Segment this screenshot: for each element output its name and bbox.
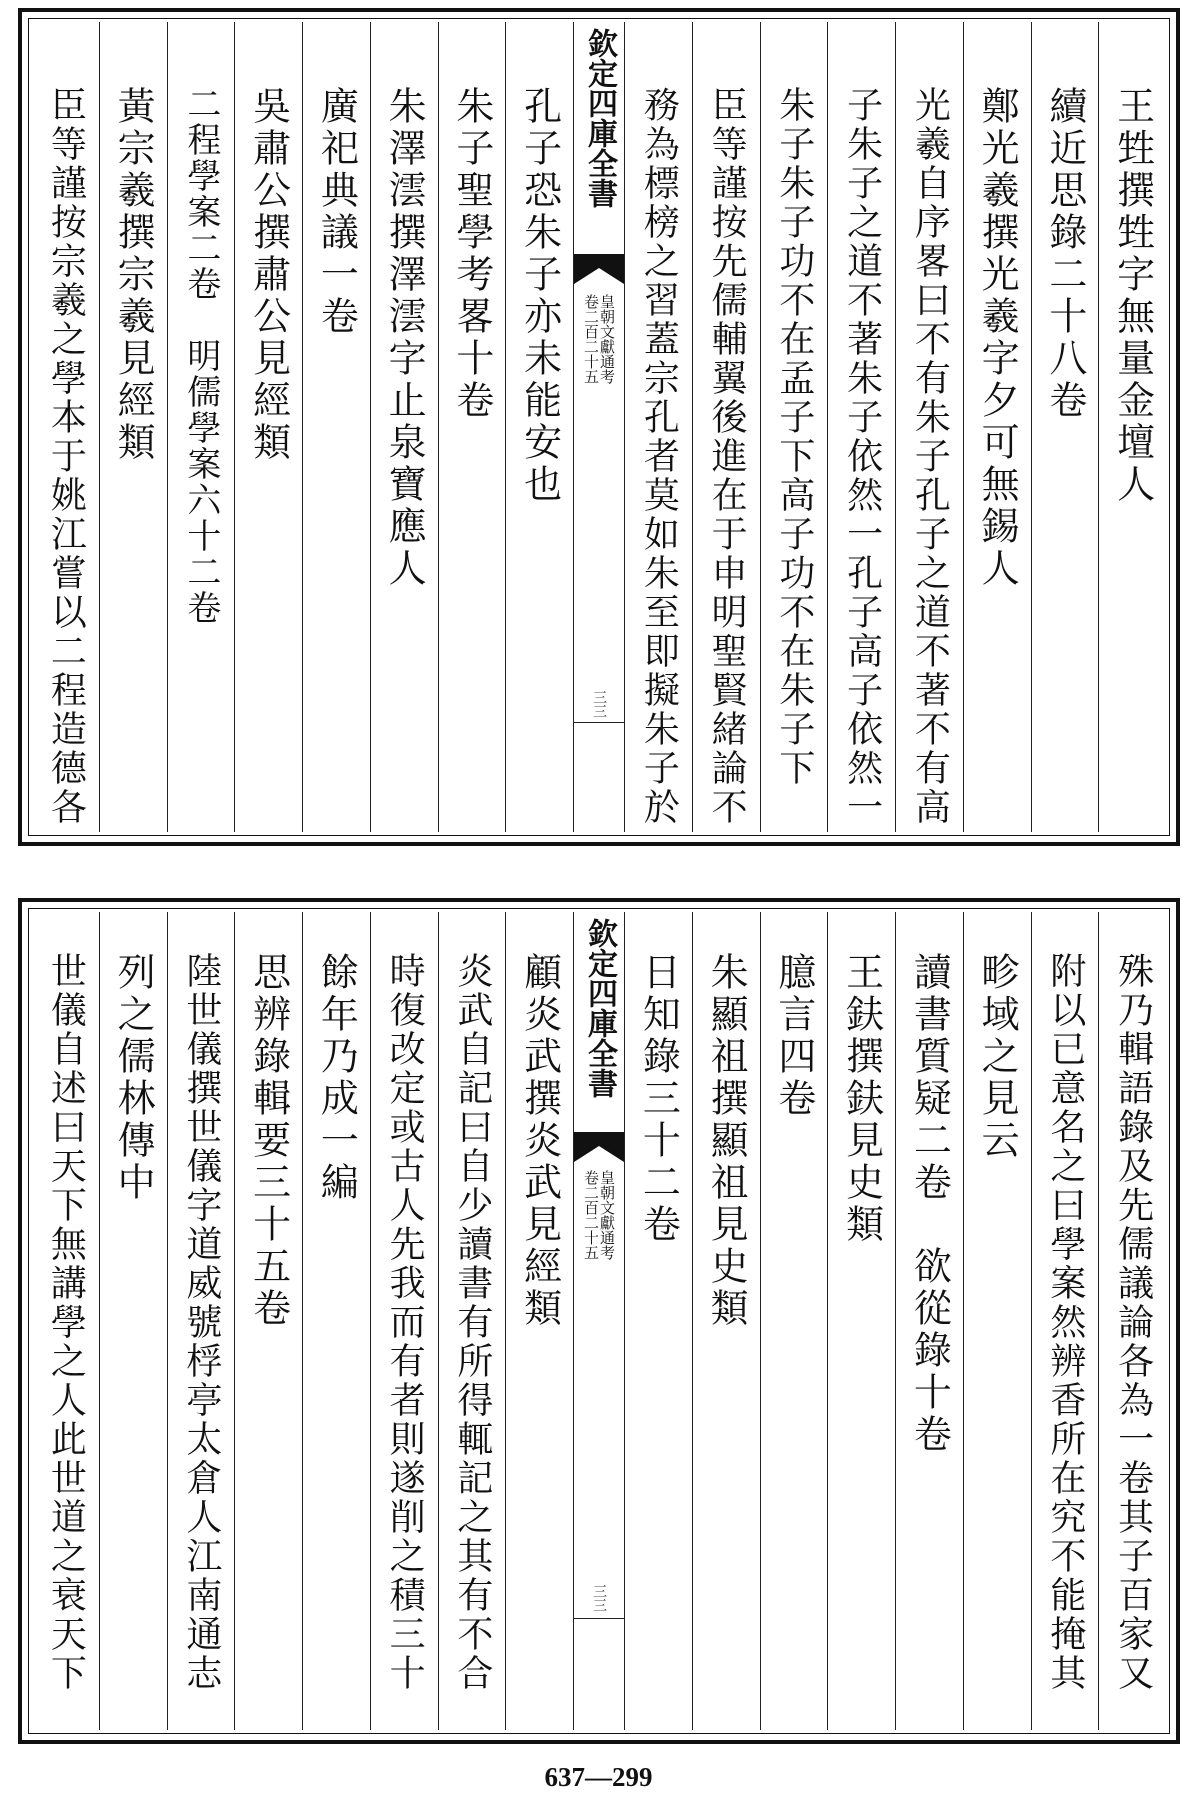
column-text: 臣等謹按宗羲之學本于姚江嘗以二程造德各: [45, 86, 87, 827]
column-text: 續近思錄二十八卷: [1042, 86, 1087, 422]
lower-page-columns: [32, 912, 1166, 1730]
column-text: 黃宗羲撰宗羲見經類: [111, 86, 156, 464]
column-text: 光羲自序畧曰不有朱子孔子之道不著不有高: [909, 86, 951, 827]
book-subtitle: 皇朝文獻通考: [598, 294, 616, 384]
text-column: [505, 912, 573, 1730]
column-text: 王甡撰甡字無量金壇人: [1110, 86, 1155, 506]
text-column: [827, 912, 895, 1730]
column-text: 王鈇撰鈇見史類: [839, 952, 884, 1246]
column-text: 世儀自述曰天下無講學之人此世道之衰天下: [45, 952, 87, 1693]
column-text: 朱子朱子功不在孟子下高子功不在朱子下: [773, 86, 815, 788]
text-column: [438, 912, 506, 1730]
text-column: [1031, 22, 1099, 832]
gutter-rule: [574, 722, 624, 723]
text-column: [895, 912, 963, 1730]
book-title: 欽定四庫全書: [582, 918, 617, 1098]
book-title: 欽定四庫全書: [582, 28, 617, 208]
text-column: [167, 22, 235, 832]
center-gutter: [573, 22, 624, 832]
column-text: 務為標榜之習蓋宗孔者莫如朱至即擬朱子於: [638, 86, 680, 827]
folio-number: 三三: [591, 1584, 607, 1612]
column-text: 孔子恐朱子亦未能安也: [517, 86, 562, 506]
text-column: [624, 22, 692, 832]
column-text: 臆言四卷: [771, 952, 816, 1120]
column-text: 朱澤澐撰澤澐字止泉寶應人: [382, 86, 427, 590]
text-column: [895, 22, 963, 832]
column-text: 炎武自記曰自少讀書有所得輒記之其有不合: [451, 952, 493, 1693]
upper-page-columns: [32, 22, 1166, 832]
center-gutter: [573, 912, 624, 1730]
text-column: [692, 912, 760, 1730]
fish-tail-mark-icon: [574, 1132, 624, 1162]
column-text: 廣祀典議一卷: [314, 86, 359, 338]
text-column: [234, 22, 302, 832]
text-column: [692, 22, 760, 832]
volume-number: 卷二百二十五: [582, 1170, 600, 1260]
column-text: 思辨錄輯要三十五卷: [246, 952, 291, 1330]
column-text: 鄭光羲撰光羲字夕可無錫人: [975, 86, 1020, 590]
text-column: [963, 22, 1031, 832]
column-text: 朱子聖學考畧十卷: [449, 86, 494, 422]
text-column: [1098, 22, 1166, 832]
text-column: [624, 912, 692, 1730]
column-text: 時復改定或古人先我而有者則遂削之積三十: [384, 952, 426, 1693]
column-text: 附以已意名之曰學案然辨香所在究不能掩其: [1044, 952, 1086, 1693]
text-column: [438, 22, 506, 832]
volume-number: 卷二百二十五: [582, 294, 600, 384]
text-column: [1098, 912, 1166, 1730]
text-column: [32, 912, 99, 1730]
column-text: 餘年乃成一編: [314, 952, 359, 1204]
column-text: 顧炎武撰炎武見經類: [517, 952, 562, 1330]
column-text: 吳肅公撰肅公見經類: [246, 86, 291, 464]
fish-tail-mark-icon: [574, 254, 624, 284]
text-column: [370, 912, 438, 1730]
text-column: [99, 22, 167, 832]
column-text: 二程學案二卷 明儒學案六十二卷: [180, 86, 221, 626]
text-column: [760, 912, 828, 1730]
text-column: [32, 22, 99, 832]
text-column: [963, 912, 1031, 1730]
column-text: 陸世儀撰世儀字道威號桴亭太倉人江南通志: [180, 952, 222, 1693]
folio-number: 三三: [591, 690, 607, 718]
text-column: [827, 22, 895, 832]
lower-page: [18, 898, 1180, 1744]
column-text: 列之儒林傳中: [111, 952, 156, 1204]
column-text: 子朱子之道不著朱子依然一孔子高子依然一: [841, 86, 883, 827]
text-column: [302, 912, 370, 1730]
text-column: [234, 912, 302, 1730]
text-column: [1031, 912, 1099, 1730]
text-column: [370, 22, 438, 832]
text-column: [302, 22, 370, 832]
column-text: 朱顯祖撰顯祖見史類: [704, 952, 749, 1330]
book-subtitle: 皇朝文獻通考: [598, 1170, 616, 1260]
text-column: [505, 22, 573, 832]
text-column: [760, 22, 828, 832]
column-text: 臣等謹按先儒輔翼後進在于申明聖賢緒論不: [706, 86, 748, 827]
column-text: 日知錄三十二卷: [636, 952, 681, 1246]
column-text: 殊乃輯語錄及先儒議論各為一卷其子百家又: [1112, 952, 1154, 1693]
page-reference-number: 637—299: [544, 1762, 653, 1792]
gutter-rule: [574, 1618, 624, 1619]
text-column: [99, 912, 167, 1730]
text-column: [167, 912, 235, 1730]
upper-page: [18, 8, 1180, 846]
column-text: 畛域之見云: [975, 952, 1020, 1162]
column-text: 讀書質疑二卷 欲從錄十卷: [907, 952, 952, 1456]
